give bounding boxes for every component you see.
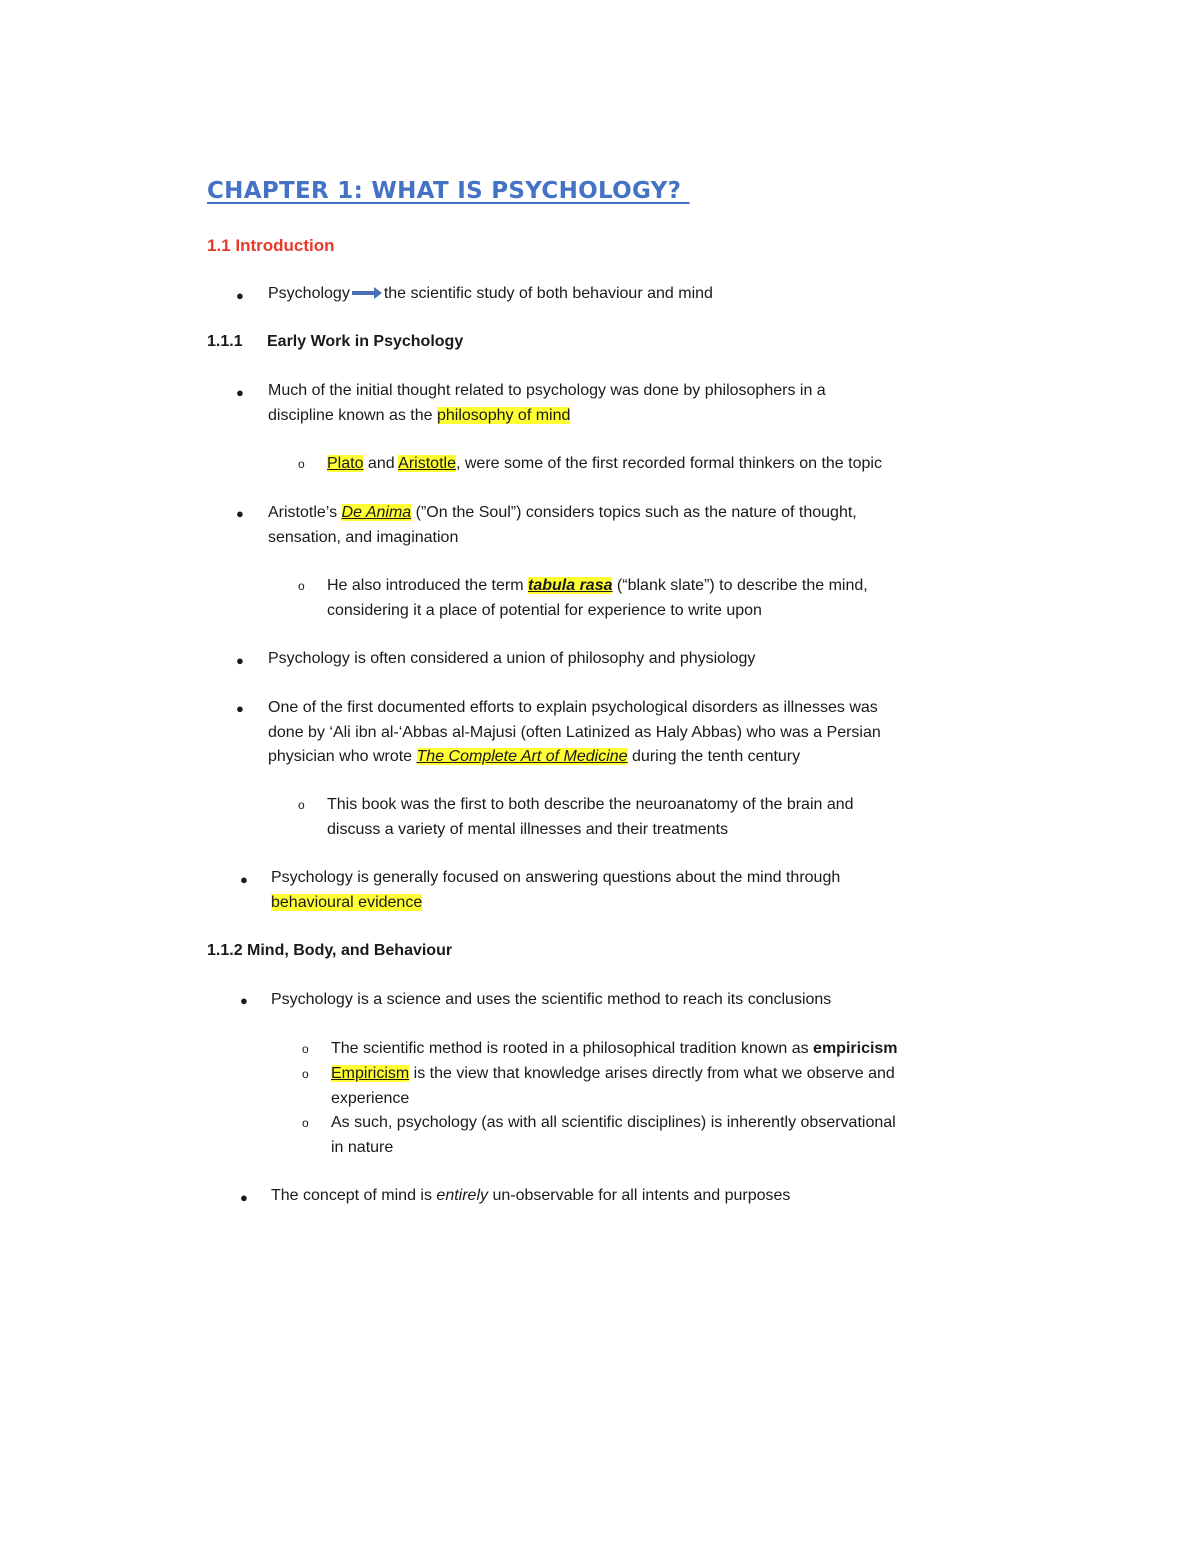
list-item-rooted bbox=[331, 1037, 898, 1062]
subsection-title-mind-body-behaviour: 1.1.2 Mind, Body, and Behaviour bbox=[207, 942, 453, 959]
list-item-plato-aristotle bbox=[327, 452, 882, 477]
text-span: The scientific method is rooted in a philosophical tradition known as bbox=[331, 1040, 814, 1057]
text-line: done by ‘Ali ibn al-‘Abbas al-Majusi (often Latinized as Haly Abbas) who was a Persian bbox=[268, 723, 881, 741]
subsection-number: 1.1.1 bbox=[207, 333, 243, 350]
text-span: and bbox=[363, 455, 399, 472]
bullet-icon: ● bbox=[240, 1190, 248, 1205]
sub-bullet-icon: o bbox=[298, 457, 305, 471]
list-item-tabula-rasa bbox=[327, 574, 868, 623]
definition-text: the scientific study of both behaviour and mind bbox=[383, 285, 713, 302]
bullet-icon: ● bbox=[236, 506, 244, 521]
bullet-icon: ● bbox=[236, 701, 244, 716]
list-item-majusi bbox=[268, 696, 881, 770]
text-line bbox=[268, 745, 881, 770]
bullet-icon: ● bbox=[236, 288, 244, 303]
bullet-icon: ● bbox=[240, 993, 248, 1008]
subsection-title-early-work bbox=[207, 333, 463, 351]
text-line: experience bbox=[331, 1089, 410, 1107]
subsection-label: Early Work in Psychology bbox=[267, 333, 464, 350]
sub-bullet-icon: o bbox=[298, 798, 305, 812]
text-line bbox=[327, 574, 868, 599]
highlight-philosophy-of-mind: philosophy of mind bbox=[436, 406, 571, 424]
text-line: considering it a place of potential for experience to write upon bbox=[327, 601, 762, 619]
highlight-complete-art-of-medicine: The Complete Art of Medicine bbox=[416, 748, 628, 765]
text-span: , were some of the first recorded formal thinkers on the topic bbox=[455, 455, 882, 472]
list-item-concept-of-mind bbox=[271, 1184, 790, 1209]
bullet-icon: ● bbox=[240, 872, 248, 887]
text-line: Psychology is generally focused on answering questions about the mind through bbox=[271, 869, 841, 886]
bullet-icon: ● bbox=[236, 385, 244, 400]
list-item-de-anima bbox=[268, 501, 857, 550]
bold-empiricism: empiricism bbox=[813, 1040, 898, 1057]
list-item-union: Psychology is often considered a union of philosophy and physiology bbox=[268, 650, 756, 667]
highlight-empiricism: Empiricism bbox=[331, 1065, 410, 1082]
term-psychology: Psychology bbox=[268, 285, 350, 302]
list-item-empiricism bbox=[331, 1062, 895, 1111]
text-span: un-observable for all intents and purposes bbox=[488, 1187, 791, 1204]
right-arrow-icon bbox=[352, 287, 382, 299]
sub-bullet-icon: o bbox=[302, 1042, 309, 1056]
text-line bbox=[268, 501, 857, 526]
highlight-behavioural-evidence: behavioural evidence bbox=[271, 893, 423, 911]
text-line bbox=[271, 891, 840, 916]
highlight-de-anima: De Anima bbox=[341, 504, 412, 521]
sub-bullet-icon: o bbox=[302, 1067, 309, 1081]
text-span: He also introduced the term bbox=[327, 577, 528, 594]
chapter-title: CHAPTER 1: WHAT IS PSYCHOLOGY? bbox=[207, 178, 690, 204]
sub-bullet-icon: o bbox=[302, 1116, 309, 1130]
list-item-observational bbox=[331, 1111, 896, 1160]
text-span: physician who wrote bbox=[268, 748, 417, 765]
list-item-philosophers bbox=[268, 379, 826, 428]
text-span: is the view that knowledge arises directly from what we observe and bbox=[409, 1065, 895, 1082]
list-item-psychology-definition bbox=[268, 282, 713, 307]
text-line bbox=[331, 1062, 895, 1087]
highlight-aristotle: Aristotle bbox=[398, 455, 456, 472]
text-line: As such, psychology (as with all scientific disciplines) is inherently observational bbox=[331, 1114, 896, 1131]
sub-bullet-icon: o bbox=[298, 579, 305, 593]
text-line bbox=[268, 404, 826, 429]
text-span: (“blank slate”) to describe the mind, bbox=[612, 577, 868, 594]
text-span: (”On the Soul”) considers topics such as the nature of thought, bbox=[411, 504, 857, 521]
list-item-science: Psychology is a science and uses the scientific method to reach its conclusions bbox=[271, 991, 832, 1008]
list-item-book-description bbox=[327, 793, 854, 842]
text-line: sensation, and imagination bbox=[268, 528, 459, 546]
italic-entirely: entirely bbox=[436, 1187, 488, 1204]
text-line: in nature bbox=[331, 1138, 394, 1156]
bullet-icon: ● bbox=[236, 653, 244, 668]
text-line: This book was the first to both describe the neuroanatomy of the brain and bbox=[327, 796, 854, 813]
text-span: Aristotle’s bbox=[268, 504, 342, 521]
text-span: The concept of mind is bbox=[271, 1187, 437, 1204]
text-span: discipline known as the bbox=[268, 406, 437, 424]
highlight-plato: Plato bbox=[327, 455, 364, 472]
text-line: discuss a variety of mental illnesses and their treatments bbox=[327, 820, 729, 838]
text-span: during the tenth century bbox=[627, 748, 801, 765]
highlight-tabula-rasa: tabula rasa bbox=[528, 577, 613, 594]
section-title-introduction: 1.1 Introduction bbox=[207, 236, 335, 255]
text-line: One of the first documented efforts to explain psychological disorders as illnesses was bbox=[268, 699, 878, 716]
list-item-behavioural-evidence bbox=[271, 866, 840, 915]
text-line: Much of the initial thought related to psychology was done by philosophers in a bbox=[268, 382, 826, 399]
